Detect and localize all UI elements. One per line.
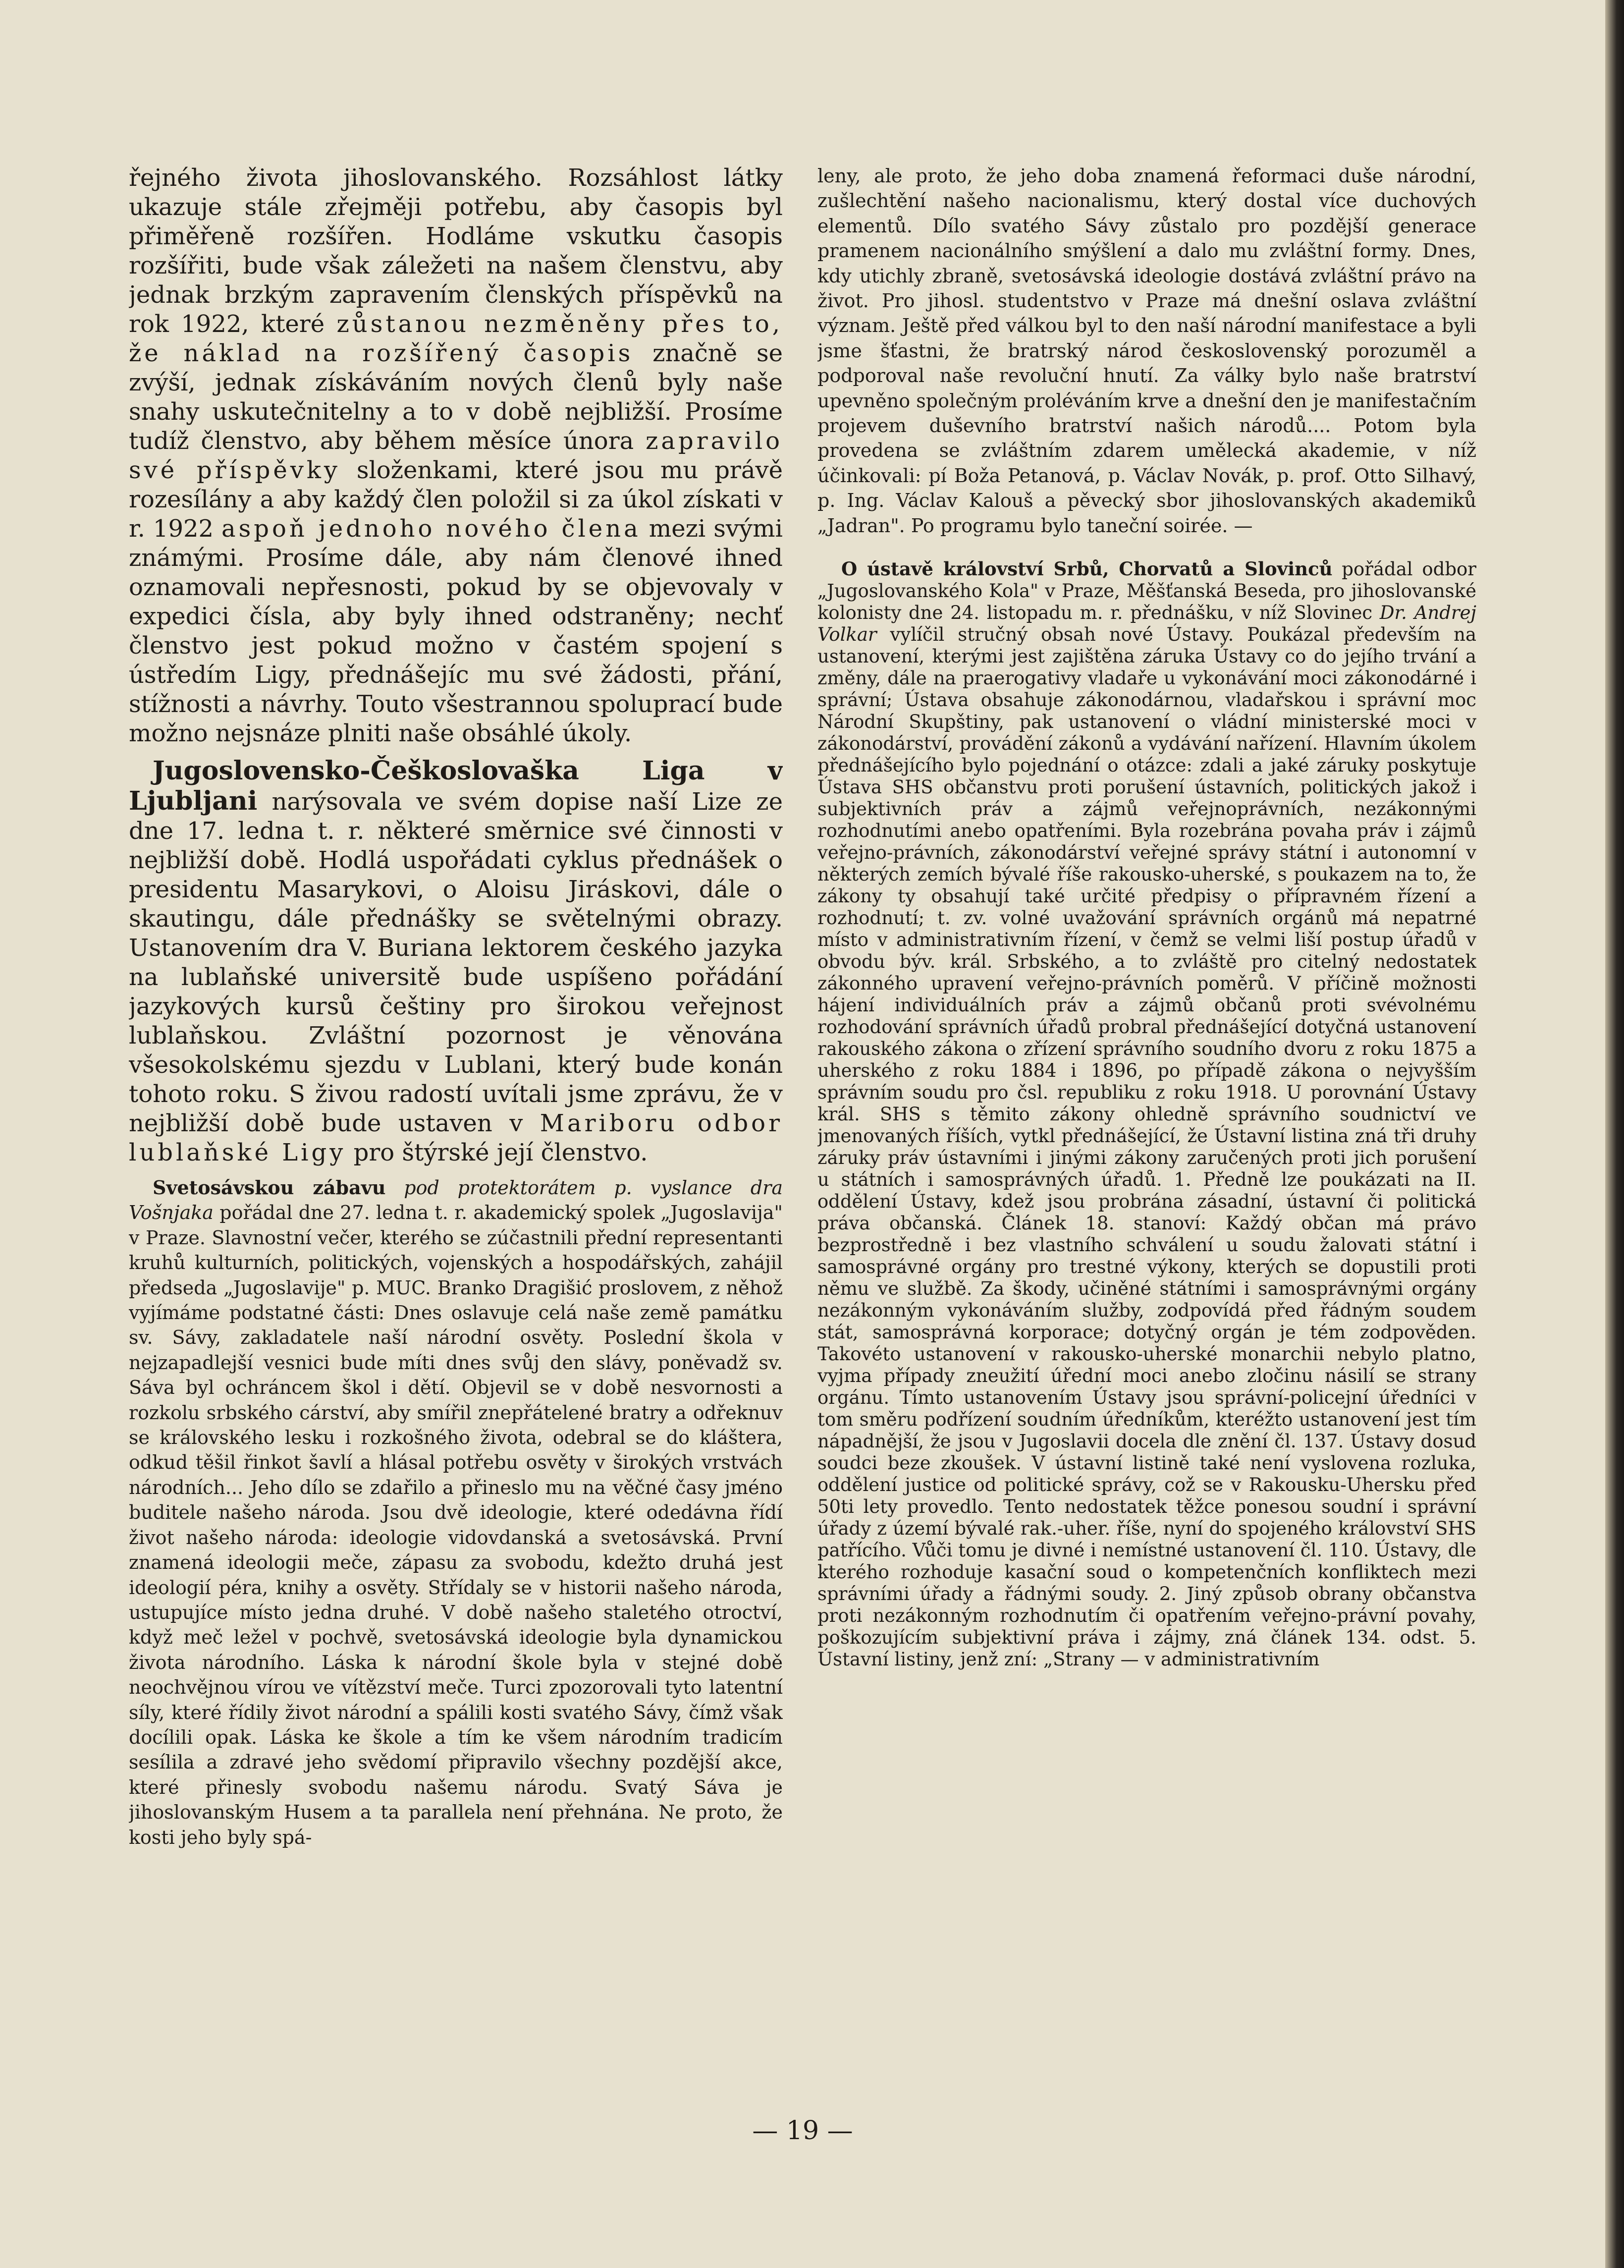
binding-edge (1605, 0, 1624, 2268)
left-column (129, 164, 783, 2056)
paragraph-svetosava-continued: leny, ale proto, že jeho doba znamená řeformaci duše národní, zušlechtění našeho nacionalismu, který dostal více duchových elementů. Dílo svatého Sávy zůstalo pro pozdější generace pramenem nacionálního smýšlení a dalo mu zvláštní formy. Dnes, kdy utichly zbraně, svetosávská ideologie dostává zvláštní právo na život. Pro jihosl. studentstvo v Praze má dnešní oslava zvláštní význam. Ještě před válkou byl to den naší národní manifestace a byli jsme šťastni, že bratrský národ československý porozuměl a podporoval naše revoluční hnutí. Za války bylo naše bratrství upevněno společným proléváním krve a dnešní den je manifestačním projevem duševního bratrství našich národů.... Potom byla provedena se zvláštním zdarem umělecká akademie, v níž účinkovali: pí Boža Petanová, p. Václav Novák, p. prof. Otto Silhavý, p. Ing. Václav Kalouš a pěvecký sbor jihoslovanských akademiků „Jadran". Po programu bylo taneční soirée. — (817, 165, 1476, 537)
section-heading-liga: Jugoslovensko-Češkoslovaška Liga v Ljubljani (129, 756, 783, 816)
section-heading-constitution: O ústavě království Srbů, Chorvatů a Slovinců (841, 558, 1333, 580)
section-heading-svetosava: Svetosávskou zábavu (153, 1176, 386, 1199)
paragraph-svetosava-evening: Svetosávskou zábavu pod protektorátem p. vyslance dra Vošnjaka pořádal dne 27. ledna t. r. akademický spolek „Jugoslavija" v Praze. Slavnostní večer, kterého se zúčastnili přední representanti kruhů kulturních, politických, vojenských a hospodářských, zahájil předseda „Jugoslavije" p. MUC. Branko Dragišić proslovem, z něhož vyjímáme podstatné části: Dnes oslavuje celá naše země památku sv. Sávy, zakladatele naší národní osvěty. Poslední škola v nejzapadlejší vesnici bude míti dnes svůj den slávy, poněvadž sv. Sáva byl ochráncem škol i dětí. Objevil se v době nesvornosti a rozkolu srbského cárství, aby smířil znepřátelené bratry a odřeknuv se královského lesku i rozkošného života, odebral se do kláštera, odkud těšil řinkot šavlí a hlásal potřebu osvěty v širokých vrstvách národních... Jeho dílo se zdařilo a přineslo mu na věčné časy jméno buditele našeho národa. Jsou dvě ideologie, které odedávna řídí život našeho národa: ideologie vidovdanská a svetosávská. První znamená ideologii meče, zápasu za svobodu, kdežto druhá jest ideologií péra, knihy a osvěty. Střídaly se v historii našeho národa, ustupujíce místo jedna druhé. V době našeho staletého otroctví, když meč ležel v pochvě, svetosávská ideologie byla dynamickou života národního. Láska k národní škole byla v stejné době neochvějnou vírou ve vítězství meče. Turci zpozorovali tyto latentní síly, které řídily život národní a spálili kosti svatého Sávy, čímž však docílili opak. Láska ke škole a tím ke všem národním tradicím sesílila a zdravé jeho svědomí připravilo všechny pozdější akce, které přinesly svobodu našemu národu. Svatý Sáva je jihoslovanským Husem a ta parallela není přehnána. Ne proto, že kosti jeho byly spá- (129, 1176, 783, 1848)
right-column (817, 164, 1476, 2056)
paragraph-membership: řejného života jihoslovanského. Rozsáhlost látky ukazuje stále zřejměji potřebu, aby časopis byl přiměřeně rozšířen. Hodláme vskutku časopis rozšířiti, bude však záležeti na našem členstvu, aby jednak brzkým zapravením členských příspěvků na rok 1922, které zůstanou nezměněny přes to, že náklad na rozšířený časopis značně se zvýší, jednak získáváním nových členů byly naše snahy uskutečnitelny a to v době nejbližší. Prosíme tudíž členstvo, aby během měsíce února zapravilo své příspěvky složenkami, které jsou mu právě rozesílány a aby každý člen položil si za úkol získati v r. 1922 aspoň jednoho nového člena mezi svými známými. Prosíme dále, aby nám členové ihned oznamovali nepřesnosti, pokud by se objevovaly v expedici čísla, aby byly ihned odstraněny; nechť členstvo jest pokud možno v častém spojení s ústředím Ligy, přednášejíc mu své žádosti, přání, stížnosti a návrhy. Touto všestrannou spoluprací bude možno nejsnáze plniti naše obsáhlé úkoly. (129, 164, 783, 747)
paragraph-constitution-lecture: O ústavě království Srbů, Chorvatů a Slovinců pořádal odbor „Jugoslovanského Kola" v Praze, Měšťanská Beseda, pro jihoslovanské kolonisty dne 24. listopadu m. r. přednášku, v níž Slovinec Dr. Andrej Volkar vylíčil stručný obsah nové Ústavy. Poukázal především na ustanovení, kterými jest zajištěna záruka Ústavy co do jejího trvání a změny, dále na praerogativy vladaře u vykonávání moci zákonodárné i správní; Ústava obsahuje zákonodárnou, vladařskou i správní moc Národní Skupštiny, pak ustanovení o vládní ministerské moci v zákonodárství, provádění zákonů a vydávání nařízení. Hlavním úkolem přednášejícího bylo pojednání o otázce: zdali a jaké záruky poskytuje Ústava SHS občanstvu proti porušení ústavních, politických jakož i subjektivních práv a zájmů veřejnoprávních, nezákonnými rozhodnutími anebo opatřeními. Byla rozebrána povaha práv i zájmů veřejno-právních, zákonodárství veřejné správy státní i autonomní v některých zemích bývalé říše rakousko-uherské, s poukazem na to, že zákony ty obsahují také určité předpisy o přípravném řízení a rozhodnutí; t. zv. volné uvažování správních orgánů má nepatrné místo v administrativním řízení, v čemž se velmi liší postup úřadů v obvodu býv. král. Srbského, a to zvláště pro citelný nedostatek zákonného upravení veřejno-právních poměrů. V příčině možnosti hájení individuálních práv a zájmů občanů proti svévolnému rozhodování správních úřadů probral přednášející dotyčná ustanovení rakouského zákona o zřízení správního soudního dvoru z roku 1875 a uherského z roku 1884 i 1896, po případě zákona o nejvyšším správním soudu pro čsl. republiku z roku 1918. U porovnání Ústavy král. SHS s těmito zákony ohledně správního soudnictví ve jmenovaných říších, vytkl přednášející, že Ústavní listina zná tři druhy záruky práv ústavními i jinými zákony zaručených proti jich porušení u státních i samosprávných úřadů. 1. Předně lze poukázati na II. oddělení Ústavy, kdež jsou probrána zásadní, ústavní či politická práva občanská. Článek 18. stanoví: Každý občan má právo bezprostředně i bez vlastního schválení u soudu žalovati státní i samosprávné orgány pro trestné výkony, kterých se dopustili proti němu ve službě. Za škody, učiněné státními i samosprávnými orgány nezákonným vykonáváním služby, zodpovídá před řádným soudem stát, samosprávná korporace; dotyčný orgán je tém zodpověden. Takovéto ustanovení v rakousko-uherské monarchii nebylo platno, vyjma případy zneužití úřední moci anebo zločinu násilí se strany orgánu. Tímto ustanovením Ústavy jsou správní-policejní úředníci v tom směru podřízení soudním úředníkům, kteréžto ustanovení jest tím nápadnější, že jsou v Jugoslavii docela dle znění čl. 137. Ústavy dosud soudci beze zkoušek. V ústavní listině také není vyslovena rozluka, oddělení justice od politické správy, což se v Rakousku-Uhersku před 50ti lety provedlo. Tento nedostatek těžce ponesou soudní i správní úřady z území bývalé rak.-uher. říše, nyní do spojeného království SHS patřícího. Vůči tomu je divné i nemístné ustanovení čl. 110. Ústavy, dle kterého rozhoduje kasační soud o kompetenčních konfliktech mezi správními úřady a řádnými soudy. 2. Jiný způsob obrany občanstva proti nezákonným rozhodnutím či opatřením veřejno-právní povahy, poškozujícím subjektivní práva i zájmy, zná článek 134. odst. 5. Ústavní listiny, jenž zní: „Strany — v administrativním (817, 558, 1476, 1670)
paragraph-ljubljana-league: Jugoslovensko-Češkoslovaška Liga v Ljubljani narýsovala ve svém dopise naší Lize ze dne 17. ledna t. r. některé směrnice své činnosti v nejbližší době. Hodlá uspořádati cyklus přednášek o presidentu Masarykovi, o Aloisu Jiráskovi, dále o skautingu, dále přednášky se světelnými obrazy. Ustanovením dra V. Buriana lektorem českého jazyka na lublaňské universitě bude uspíšeno pořádání jazykových kursů češtiny pro širokou veřejnost lublaňskou. Zvláštní pozornost je věnována všesokolskému sjezdu v Lublani, který bude konán tohoto roku. S živou radostí uvítali jsme zprávu, že v nejbližší době bude ustaven v Mariboru odbor lublaňské Ligy pro štýrské její členstvo. (129, 756, 783, 1166)
page-number: — 19 — (752, 2116, 853, 2146)
